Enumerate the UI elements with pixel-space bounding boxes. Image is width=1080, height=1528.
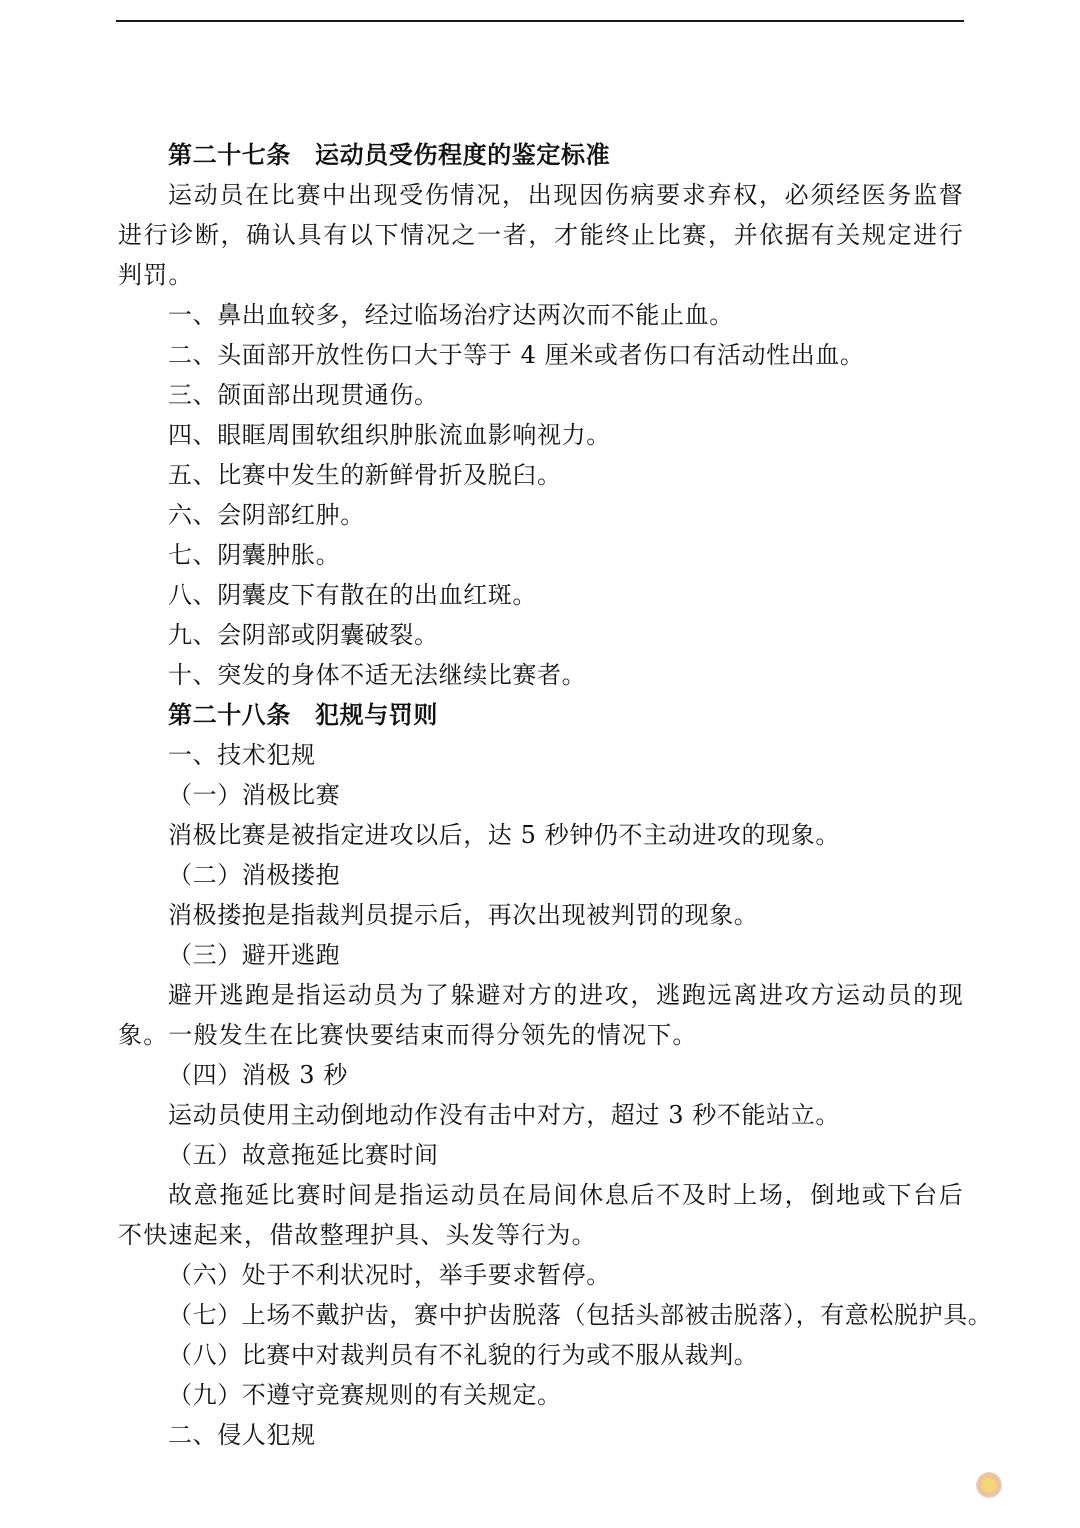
subsection-title: （四）消极 3 秒 [168, 1061, 348, 1089]
header-rule [116, 20, 964, 22]
subsection-text: 避开逃跑是指运动员为了躲避对方的进攻，逃跑远离进攻方运动员的现象。一般发生在比赛快要结束而得分领先的情况下。 [118, 981, 964, 1049]
article-28-heading [118, 695, 964, 735]
list-item: 九、会阴部或阴囊破裂。 [168, 621, 439, 649]
subsection-text: 故意拖延比赛时间是指运动员在局间休息后不及时上场，倒地或下台后不快速起来，借故整理护具、头发等行为。 [118, 1181, 964, 1249]
article-27-title: 运动员受伤程度的鉴定标准 [315, 141, 611, 169]
subsection-text: 消极比赛是被指定进攻以后，达 5 秒钟仍不主动进攻的现象。 [168, 821, 840, 849]
list-item: 六、会阴部红肿。 [168, 501, 365, 529]
subsection-title: （五）故意拖延比赛时间 [168, 1141, 439, 1169]
document-body [118, 135, 993, 1455]
subsection-item: （八）比赛中对裁判员有不礼貌的行为或不服从裁判。 [168, 1341, 759, 1369]
list-item: 五、比赛中发生的新鲜骨折及脱臼。 [168, 461, 562, 489]
list-item: 七、阴囊肿胀。 [168, 541, 341, 569]
list-item: 四、眼眶周围软组织肿胀流血影响视力。 [168, 421, 611, 449]
subsection-title: （三）避开逃跑 [168, 941, 341, 969]
subsection-item: （七）上场不戴护齿，赛中护齿脱落（包括头部被击脱落），有意松脱护具。 [168, 1301, 993, 1329]
section-personal-fouls: 二、侵人犯规 [168, 1421, 316, 1449]
list-item: 三、颌面部出现贯通伤。 [168, 381, 439, 409]
section-technical-fouls: 一、技术犯规 [168, 741, 316, 769]
list-item: 二、头面部开放性伤口大于等于 4 厘米或者伤口有活动性出血。 [168, 341, 865, 369]
subsection-text: 消极搂抱是指裁判员提示后，再次出现被判罚的现象。 [168, 901, 759, 929]
article-27-heading [118, 135, 964, 175]
article-27-intro: 运动员在比赛中出现受伤情况，出现因伤病要求弃权，必须经医务监督进行诊断，确认具有以下情况之一者，才能终止比赛，并依据有关规定进行判罚。 [118, 181, 964, 289]
subsection-title: （二）消极搂抱 [168, 861, 341, 889]
article-27-number: 第二十七条 [168, 141, 291, 169]
list-item: 十、突发的身体不适无法继续比赛者。 [168, 661, 587, 689]
subsection-item: （六）处于不利状况时，举手要求暂停。 [168, 1261, 611, 1289]
list-item: 一、鼻出血较多，经过临场治疗达两次而不能止血。 [168, 301, 734, 329]
article-28-title: 犯规与罚则 [315, 701, 438, 729]
subsection-text: 运动员使用主动倒地动作没有击中对方，超过 3 秒不能站立。 [168, 1101, 840, 1129]
subsection-title: （一）消极比赛 [168, 781, 341, 809]
watermark-logo-icon [976, 1472, 1002, 1498]
subsection-item: （九）不遵守竞赛规则的有关规定。 [168, 1381, 562, 1409]
article-28-number: 第二十八条 [168, 701, 291, 729]
list-item: 八、阴囊皮下有散在的出血红斑。 [168, 581, 537, 609]
